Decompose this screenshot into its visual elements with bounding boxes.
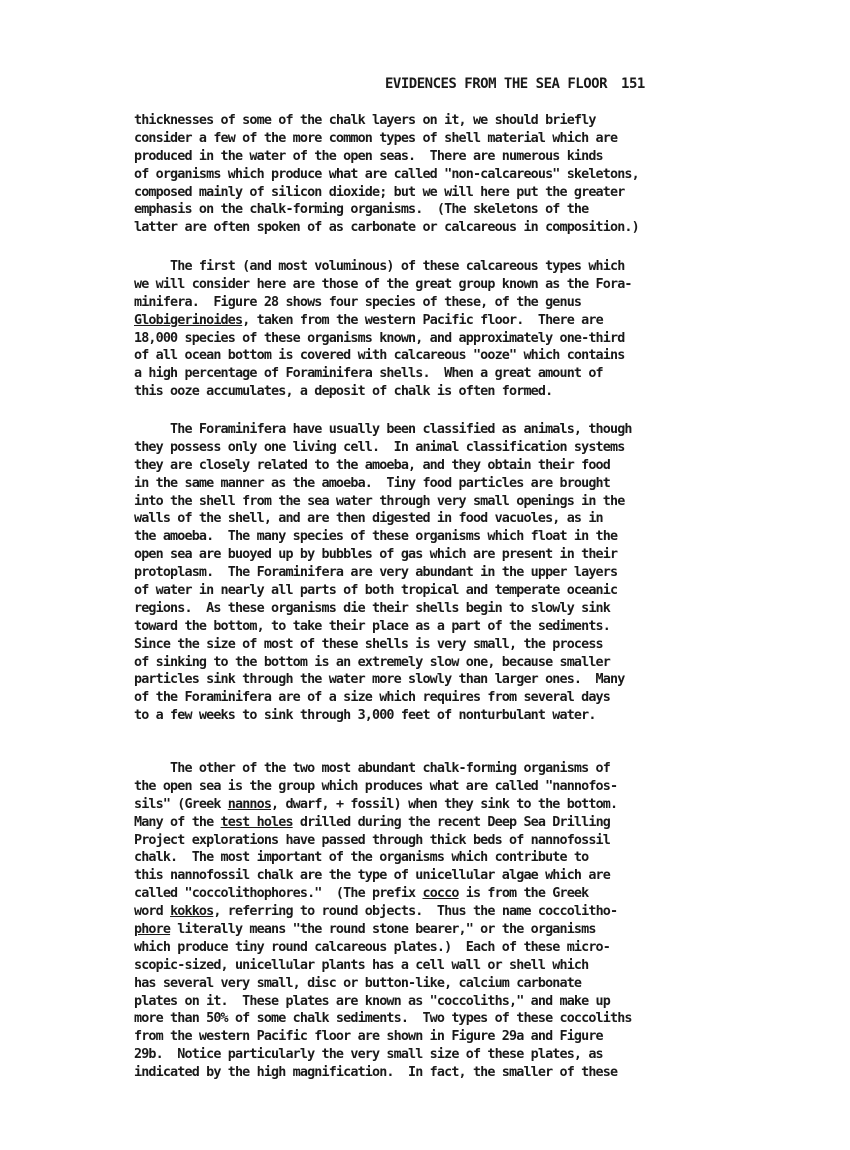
text-line: has several very small, disc or button-like, calcium carbonate [134, 975, 582, 991]
text-line: latter are often spoken of as carbonate or calcareous in composition.) [134, 220, 639, 236]
text-line: of organisms which produce what are called "non-calcareous" skeletons, [134, 166, 639, 182]
paragraph-4 [134, 760, 754, 1082]
text-line: we will consider here are those of the great group known as the Fora- [134, 276, 632, 292]
text-line: protoplasm. The Foraminifera are very abundant in the upper layers [134, 565, 618, 581]
text-line: this nannofossil chalk are the type of unicellular algae which are [134, 868, 610, 884]
page-number: 151 [621, 76, 645, 92]
text-line: plates on it. These plates are known as "coccoliths," and make up [134, 993, 610, 1009]
text-line: The other of the two most abundant chalk-forming organisms of [134, 761, 610, 776]
text-line: regions. As these organisms die their shells begin to slowly sink [134, 600, 610, 616]
text-line: they are closely related to the amoeba, and they obtain their food [134, 457, 610, 473]
text-line: of all ocean bottom is covered with calcareous "ooze" which contains [134, 348, 625, 364]
underlined-term: phore [134, 922, 171, 938]
text-line: Many of the test holes drilled during the recent Deep Sea Drilling [134, 814, 610, 830]
text-line: The Foraminifera have usually been classified as animals, though [134, 422, 632, 437]
text-line: thicknesses of some of the chalk layers on it, we should briefly [134, 113, 596, 128]
text-line: chalk. The most important of the organisms which contribute to [134, 850, 589, 866]
text-line: of the Foraminifera are of a size which requires from several days [134, 690, 610, 706]
paragraph-2 [134, 258, 754, 401]
text-line: from the western Pacific floor are shown in Figure 29a and Figure [134, 1029, 603, 1045]
text-line: indicated by the high magnification. In fact, the smaller of these [134, 1065, 618, 1081]
header-title: EVIDENCES FROM THE SEA FLOOR [385, 76, 608, 92]
text-line: 29b. Notice particularly the very small size of these plates, as [134, 1047, 603, 1063]
text-line: in the same manner as the amoeba. Tiny food particles are brought [134, 475, 610, 491]
underlined-term: nannos [227, 796, 272, 812]
text-line: to a few weeks to sink through 3,000 feet of nonturbulant water. [134, 708, 596, 724]
text-line: sils" (Greek nannos, dwarf, + fossil) when they sink to the bottom. [134, 796, 618, 812]
underlined-term: cocco [422, 886, 459, 902]
text-line: into the shell from the sea water through very small openings in the [134, 493, 625, 509]
text-line: scopic-sized, unicellular plants has a cell wall or shell which [134, 957, 589, 973]
text-line: 18,000 species of these organisms known, and approximately one-third [134, 330, 625, 346]
text-line: produced in the water of the open seas. There are numerous kinds [134, 148, 603, 164]
underlined-term: test holes [220, 814, 293, 830]
text-line: word kokkos, referring to round objects. Thus the name coccolitho- [134, 904, 618, 920]
underlined-term: Globigerinoides [134, 312, 243, 328]
text-line: minifera. Figure 28 shows four species of these, of the genus [134, 294, 582, 310]
text-line: they possess only one living cell. In animal classification systems [134, 439, 625, 455]
text-line: composed mainly of silicon dioxide; but we will here put the greater [134, 184, 625, 200]
text-line: Since the size of most of these shells is very small, the process [134, 636, 603, 652]
paragraph-3 [134, 421, 754, 725]
text-line: open sea are buoyed up by bubbles of gas which are present in their [134, 547, 618, 563]
text-line: emphasis on the chalk-forming organisms. (The skeletons of the [134, 202, 589, 218]
text-line: particles sink through the water more slowly than larger ones. Many [134, 672, 625, 688]
text-line: more than 50% of some chalk sediments. Two types of these coccoliths [134, 1011, 632, 1027]
text-line: consider a few of the more common types of shell material which are [134, 130, 618, 146]
text-line: phore literally means "the round stone bearer," or the organisms [134, 922, 596, 938]
text-line: toward the bottom, to take their place as a part of the sediments. [134, 618, 610, 634]
text-line: called "coccolithophores." (The prefix cocco is from the Greek [134, 886, 589, 902]
text-line: a high percentage of Foraminifera shells. When a great amount of [134, 366, 603, 382]
text-line: this ooze accumulates, a deposit of chalk is often formed. [134, 384, 553, 400]
underlined-term: kokkos [170, 904, 214, 920]
text-line: The first (and most voluminous) of these calcareous types which [134, 259, 625, 274]
text-line: which produce tiny round calcareous plates.) Each of these micro- [134, 939, 610, 955]
text-line: the amoeba. The many species of these organisms which float in the [134, 529, 618, 545]
paragraph-1 [134, 112, 754, 237]
running-header [385, 76, 645, 92]
text-line: walls of the shell, and are then digested in food vacuoles, as in [134, 511, 603, 527]
text-line: Project explorations have passed through thick beds of nannofossil [134, 832, 610, 848]
text-line: of water in nearly all parts of both tropical and temperate oceanic [134, 583, 618, 599]
text-line: the open sea is the group which produces what are called "nannofos- [134, 778, 618, 794]
text-line: of sinking to the bottom is an extremely slow one, because smaller [134, 654, 610, 670]
text-line: Globigerinoides, taken from the western Pacific floor. There are [134, 312, 603, 328]
